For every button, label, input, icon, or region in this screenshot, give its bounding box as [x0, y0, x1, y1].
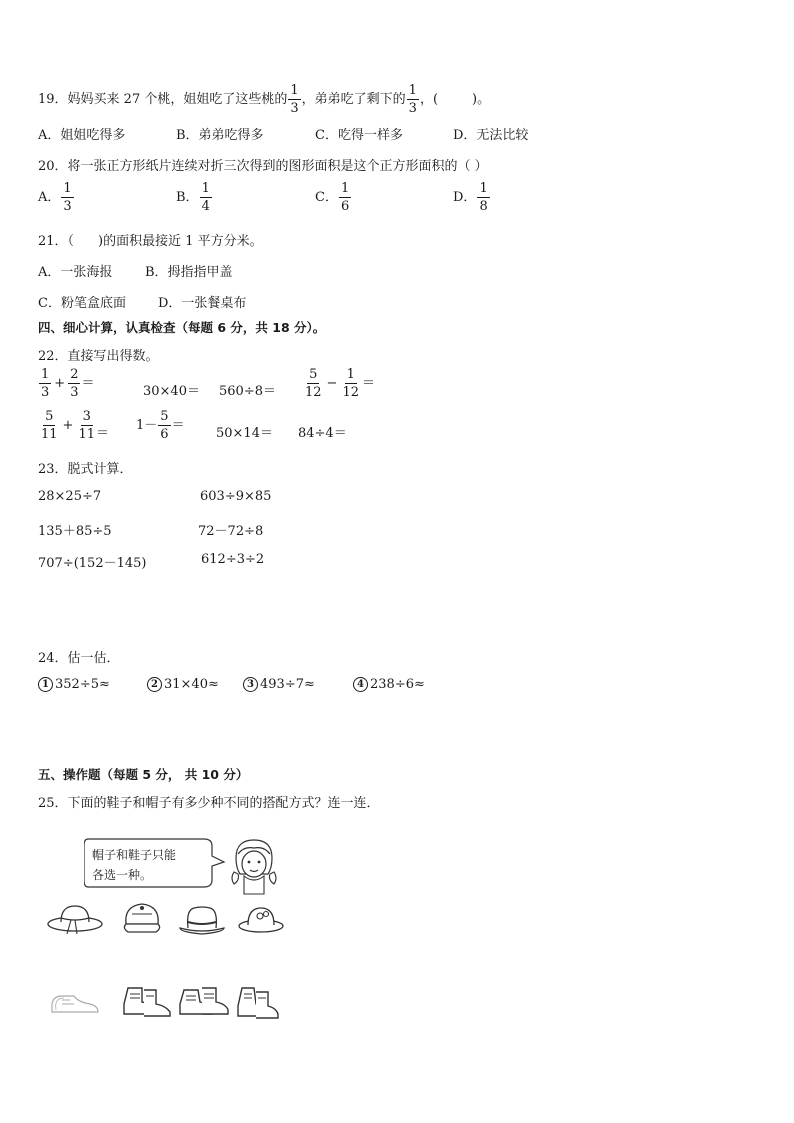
- q20-option-c[interactable]: [315, 182, 352, 213]
- fraction-denominator: 3: [290, 101, 299, 116]
- q22-item-3: 560÷8＝: [219, 384, 276, 399]
- circled-number: 2: [147, 677, 162, 692]
- fraction-denominator: 4: [201, 199, 210, 214]
- boot-icon[interactable]: [236, 984, 280, 1024]
- q20-option-b[interactable]: [176, 182, 213, 213]
- q23-item-1: 28×25÷7: [38, 489, 102, 504]
- fraction-denominator: 12: [342, 385, 359, 400]
- fraction-numerator: 1: [41, 367, 50, 382]
- circled-number: 4: [353, 677, 368, 692]
- cap-icon[interactable]: [118, 898, 168, 938]
- fraction: [39, 368, 51, 399]
- q23-item-4: 72－72÷8: [198, 524, 264, 539]
- q25-stem: 25．下面的鞋子和帽子有多少种不同的搭配方式？连一连．: [38, 796, 380, 811]
- option-fraction: [477, 182, 489, 213]
- estimate-expression: 352÷5≈: [55, 677, 110, 692]
- q20-option-d[interactable]: [453, 182, 491, 213]
- fraction-numerator: 1: [479, 181, 488, 196]
- option-fraction: [61, 182, 73, 213]
- fraction-denominator: 3: [41, 385, 50, 400]
- fraction-denominator: 8: [479, 199, 488, 214]
- q22-item-7: 50×14＝: [216, 426, 273, 441]
- q19-text-d: )。: [472, 92, 491, 107]
- circled-number: 3: [243, 677, 258, 692]
- fraction-numerator: 3: [82, 409, 91, 424]
- q21-stem: [38, 230, 263, 249]
- expression-prefix: 1－: [136, 418, 158, 433]
- q20-stem: 20．将一张正方形纸片连续对折三次得到的图形面积是这个正方形面积的（ ）: [38, 159, 488, 174]
- fraction: [340, 368, 361, 399]
- estimate-expression: 238÷6≈: [370, 677, 425, 692]
- q21-option-a[interactable]: A．一张海报: [38, 265, 113, 280]
- q24-stem: 24．估一估．: [38, 651, 120, 666]
- option-label: C．: [315, 190, 338, 205]
- q22-item-8: 84÷4＝: [298, 426, 347, 441]
- fraction: [68, 368, 80, 399]
- equals-sign: ＝: [81, 376, 95, 391]
- section-5-heading: 五、操作题（每题 5 分， 共 10 分）: [38, 767, 249, 782]
- q19-option-c[interactable]: C．吃得一样多: [315, 128, 403, 143]
- fraction: [76, 410, 97, 441]
- fraction-numerator: 1: [340, 181, 350, 196]
- q23-item-6: 612÷3÷2: [201, 552, 265, 567]
- fraction-numerator: 1: [346, 367, 355, 382]
- q23-item-5: 707÷(152－145): [38, 556, 147, 571]
- q22-stem: 22．直接写出得数。: [38, 349, 159, 364]
- fraction-denominator: 6: [340, 199, 350, 214]
- girl-icon: [232, 840, 276, 894]
- q24-item-3: [243, 677, 315, 692]
- option-label: D．: [453, 190, 477, 205]
- section-4-heading: 四、细心计算，认真检查（每题 6 分，共 18 分）。: [38, 320, 326, 335]
- equals-sign: ＝: [171, 418, 185, 433]
- option-label: B．: [176, 190, 199, 205]
- q19-text-c: ，(: [419, 92, 439, 107]
- fraction-numerator: 1: [201, 181, 210, 196]
- bubble-line-2: 各选一种。: [92, 868, 153, 882]
- bubble-line-1: 帽子和鞋子只能: [92, 848, 177, 862]
- fraction-numerator: 5: [45, 409, 54, 424]
- fraction-denominator: 11: [78, 427, 95, 442]
- bonnet-icon[interactable]: [236, 898, 286, 938]
- q19-option-a[interactable]: A．姐姐吃得多: [38, 128, 126, 143]
- q21-option-c[interactable]: C．粉笔盒底面: [38, 296, 126, 311]
- operator: +: [54, 376, 66, 391]
- equals-sign: ＝: [362, 376, 376, 391]
- fraction: [39, 410, 60, 441]
- fraction-numerator: 5: [160, 409, 169, 424]
- boot-icon[interactable]: [176, 984, 232, 1020]
- fraction: [158, 410, 170, 441]
- q19-stem: [38, 84, 490, 115]
- option-fraction: [200, 182, 212, 213]
- fraction-denominator: 12: [305, 385, 322, 400]
- operator: −: [326, 376, 338, 391]
- q19-text-b: ，弟弟吃了剩下的: [301, 92, 406, 107]
- fraction-numerator: 1: [290, 83, 299, 98]
- q24-item-1: [38, 677, 110, 692]
- q19-option-b[interactable]: B．弟弟吃得多: [176, 128, 264, 143]
- q23-stem: 23．脱式计算．: [38, 462, 133, 477]
- q22-item-4: [302, 368, 375, 399]
- fraction-denominator: 3: [70, 385, 79, 400]
- option-label: A．: [38, 190, 61, 205]
- fraction: [303, 368, 324, 399]
- fedora-icon[interactable]: [176, 900, 228, 936]
- q22-item-5-equals: ＝: [96, 426, 110, 441]
- q21-option-b[interactable]: B．拇指指甲盖: [145, 265, 233, 280]
- q22-item-6: [136, 410, 185, 441]
- fraction-numerator: 2: [70, 367, 79, 382]
- fraction-denominator: 6: [160, 427, 169, 442]
- fraction-denominator: 3: [408, 101, 417, 116]
- option-fraction: [339, 182, 351, 213]
- q21-option-d[interactable]: D．一张餐桌布: [158, 296, 247, 311]
- fraction-numerator: 5: [309, 367, 318, 382]
- hat-icon[interactable]: [45, 898, 105, 938]
- estimate-expression: 493÷7≈: [260, 677, 315, 692]
- speech-bubble-illustration: [84, 836, 284, 898]
- q24-item-4: [353, 677, 425, 692]
- q24-item-2: [147, 677, 219, 692]
- q19-text-a: 妈妈买来 27 个桃，姐姐吃了这些桃的: [67, 92, 288, 107]
- boot-icon[interactable]: [118, 984, 174, 1020]
- fraction-numerator: 1: [63, 181, 72, 196]
- q22-item-1: [38, 368, 94, 399]
- q19-number: 19．: [38, 92, 68, 107]
- q21-text-b: )的面积最接近 1 平方分米。: [98, 234, 263, 249]
- q19-fraction-2: [407, 84, 419, 115]
- fraction-denominator: 11: [41, 427, 58, 442]
- q23-item-2: 603÷9×85: [200, 489, 272, 504]
- estimate-expression: 31×40≈: [164, 677, 219, 692]
- operator: +: [62, 418, 74, 433]
- sneaker-icon[interactable]: [48, 988, 102, 1018]
- circled-number: 1: [38, 677, 53, 692]
- q22-item-2: 30×40＝: [143, 384, 200, 399]
- fraction-numerator: 1: [408, 83, 417, 98]
- q19-option-d[interactable]: D．无法比较: [453, 128, 529, 143]
- q20-option-a[interactable]: [38, 182, 75, 213]
- q23-item-3: 135＋85÷5: [38, 524, 112, 539]
- q19-fraction-1: [288, 84, 300, 115]
- q21-text-a: 21．（: [38, 234, 75, 249]
- q22-item-5: [38, 410, 98, 441]
- fraction-denominator: 3: [63, 199, 72, 214]
